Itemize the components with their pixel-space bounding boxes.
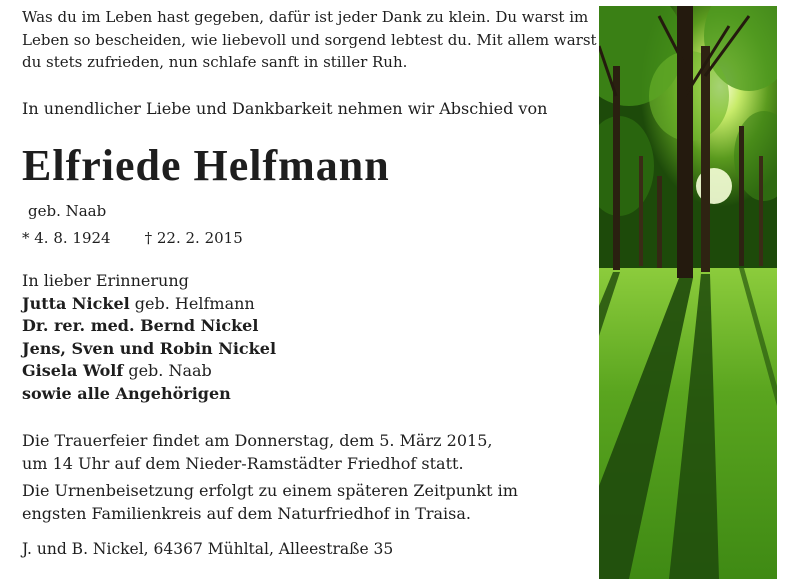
member-name: Dr. rer. med. Bernd Nickel [22,316,259,336]
urn-burial-notice [22,479,518,525]
family-list [22,270,276,406]
member-name: Jens, Sven und Robin Nickel [22,338,277,358]
family-member [22,293,276,316]
notice-line: um 14 Uhr auf dem Nieder-Ramstädter Friedhof statt. [22,454,464,473]
notice-line: Die Urnenbeisetzung erfolgt zu einem späteren Zeitpunkt im [22,481,518,500]
birth-name: geb. Naab [28,202,107,220]
poem-line: Was du im Leben hast gegeben, dafür ist jeder Dank zu klein. Du warst im [22,8,589,26]
family-member [22,360,276,383]
deceased-name: Elfriede Helfmann [22,141,390,190]
member-note: geb. Helfmann [129,293,255,313]
member-name: sowie alle Angehörigen [22,383,231,403]
family-heading: In lieber Erinnerung [22,271,189,290]
family-member [22,315,276,338]
notice-line: Die Trauerfeier findet am Donnerstag, dem 5. März 2015, [22,431,493,450]
farewell-line: In unendlicher Liebe und Dankbarkeit nehmen wir Abschied von [22,99,548,118]
family-member [22,338,276,361]
poem-line: Leben so bescheiden, wie liebevoll und sorgend lebtest du. Mit allem warst [22,30,597,49]
death-date: † 22. 2. 2015 [144,229,243,247]
park-trees-photo [599,6,777,579]
life-dates [22,227,243,249]
member-name: Gisela Wolf [22,361,124,381]
memorial-poem [22,6,597,74]
contact-address: J. und B. Nickel, 64367 Mühltal, Alleestraße 35 [22,540,394,558]
member-note: geb. Naab [123,361,212,381]
birth-date: * 4. 8. 1924 [22,229,111,247]
family-member [22,383,276,406]
poem-line: du stets zufrieden, nun schlafe sanft in stiller Ruh. [22,53,408,71]
funeral-notice [22,429,492,475]
member-name: Jutta Nickel [22,293,130,313]
notice-line: engsten Familienkreis auf dem Naturfriedhof in Traisa. [22,504,471,523]
